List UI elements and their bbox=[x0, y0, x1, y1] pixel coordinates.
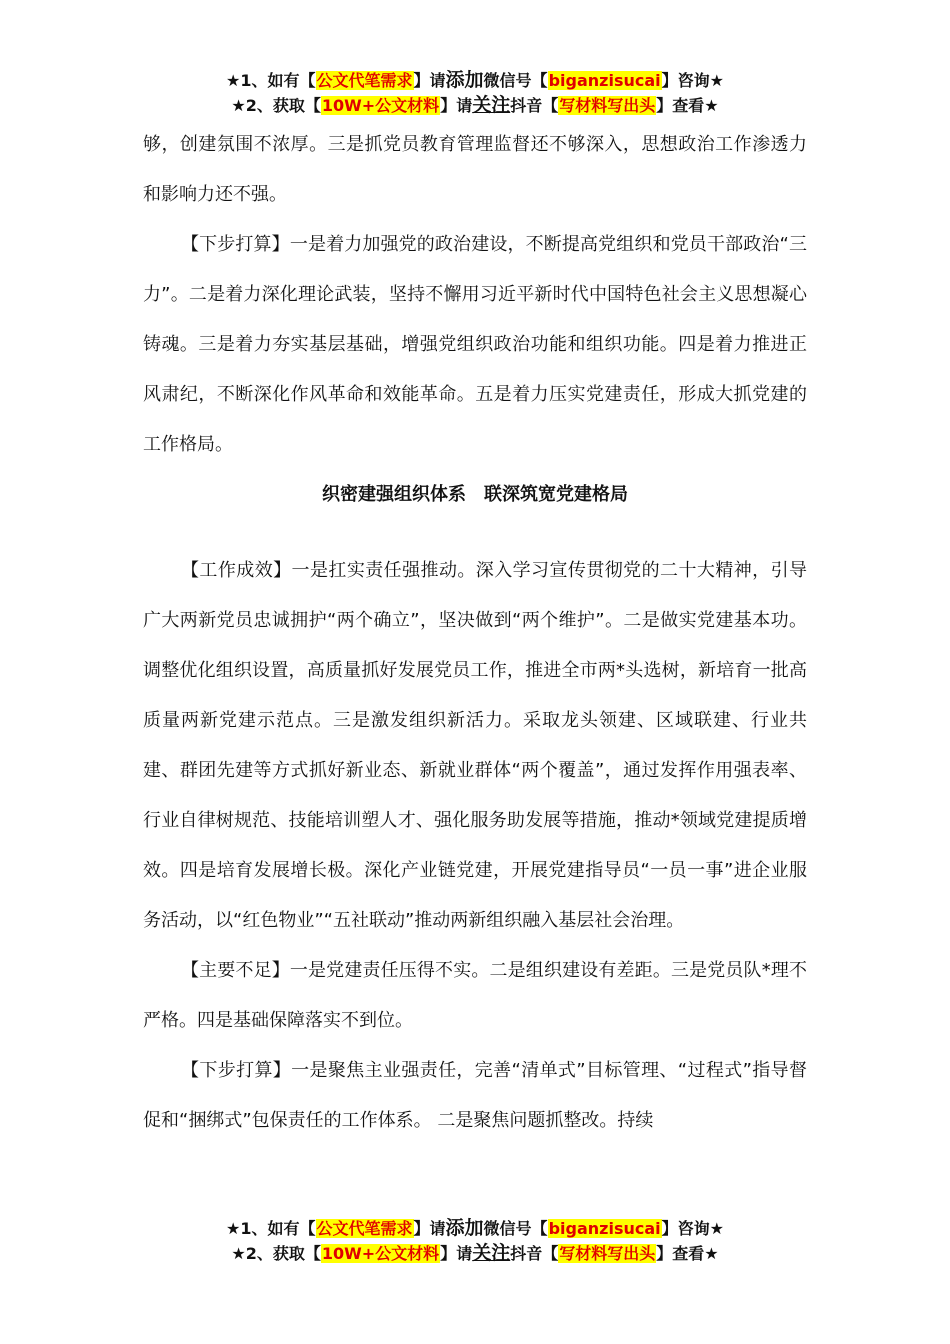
emphasis-text: 关注 bbox=[472, 94, 511, 116]
banner-text: ★1、如有【 bbox=[226, 1219, 316, 1238]
banner-text: ★1、如有【 bbox=[226, 71, 316, 90]
banner-line-1 bbox=[0, 68, 950, 93]
paragraph-next-steps-2: 【下步打算】一是聚焦主业强责任，完善“清单式”目标管理、“过程式”指导督促和“捆绑式”包保责任的工作体系。 二是聚焦问题抓整改。持续 bbox=[143, 1060, 807, 1131]
paragraph-next-steps: 【下步打算】一是着力加强党的政治建设，不断提高党组织和党员干部政治“三力”。二是着力深化理论武装，坚持不懈用习近平新时代中国特色社会主义思想凝心铸魂。三是着力夯实基层基础，增强党组织政治功能和组织功能。四是着力推进正风肃纪，不断深化作风革命和效能革命。五是着力压实党建责任，形成大抓党建的工作格局。 bbox=[143, 234, 807, 455]
douyin-account: 写材料写出头 bbox=[559, 96, 656, 115]
banner-text: 】查看★ bbox=[656, 1244, 719, 1263]
banner-text: ★2、获取【 bbox=[231, 96, 321, 115]
banner-text: 】查看★ bbox=[656, 96, 719, 115]
banner-text: 】咨询★ bbox=[661, 1219, 724, 1238]
banner-text: 抖音【 bbox=[510, 96, 559, 115]
banner-text: 微信号【 bbox=[483, 71, 548, 90]
banner-text: 】请 bbox=[413, 71, 446, 90]
paragraph-shortcomings: 【主要不足】一是党建责任压得不实。二是组织建设有差距。三是党员队*理不严格。四是基础保障落实不到位。 bbox=[143, 960, 807, 1031]
banner-line-1 bbox=[0, 1216, 950, 1241]
paragraph-continuation: 够，创建氛围不浓厚。三是抓党员教育管理监督还不够深入，思想政治工作渗透力和影响力还不强。 bbox=[143, 134, 807, 205]
section-heading: 织密建强组织体系 联深筑宽党建格局 bbox=[322, 484, 628, 505]
banner-text: 】咨询★ bbox=[661, 71, 724, 90]
banner-text: ★2、获取【 bbox=[231, 1244, 321, 1263]
emphasis-text: 添加 bbox=[445, 1217, 484, 1239]
document-body bbox=[143, 120, 807, 1146]
emphasis-text: 关注 bbox=[472, 1242, 511, 1264]
paragraph-achievements: 【工作成效】一是扛实责任强推动。深入学习宣传贯彻党的二十大精神，引导广大两新党员忠诚拥护“两个确立”，坚决做到“两个维护”。二是做实党建基本功。调整优化组织设置，高质量抓好发展党员工作，推进全市两*头选树，新培育一批高质量两新党建示范点。三是激发组织新活力。采取龙头领建、区域联建、行业共建、群团先建等方式抓好新业态、新就业群体“两个覆盖”，通过发挥作用强表率、行业自律树规范、技能培训塑人才、强化服务助发展等措施，推动*领域党建提质增效。四是培育发展增长极。深化产业链党建，开展党建指导员“一员一事”进企业服务活动，以“红色物业”“五社联动”推动两新组织融入基层社会治理。 bbox=[143, 560, 807, 931]
banner-text: 微信号【 bbox=[483, 1219, 548, 1238]
highlight-text: 10W+公文材料 bbox=[321, 96, 440, 115]
wechat-id: biganzisucai bbox=[548, 1219, 661, 1238]
highlight-text: 公文代笔需求 bbox=[316, 1219, 413, 1238]
header-banner bbox=[0, 68, 950, 118]
banner-line-2 bbox=[0, 1241, 950, 1266]
banner-text: 】请 bbox=[440, 1244, 473, 1263]
emphasis-text: 添加 bbox=[445, 69, 484, 91]
banner-text: 】请 bbox=[440, 96, 473, 115]
banner-text: 抖音【 bbox=[510, 1244, 559, 1263]
banner-text: 】请 bbox=[413, 1219, 446, 1238]
banner-line-2 bbox=[0, 93, 950, 118]
highlight-text: 公文代笔需求 bbox=[316, 71, 413, 90]
footer-banner bbox=[0, 1216, 950, 1266]
highlight-text: 10W+公文材料 bbox=[321, 1244, 440, 1263]
wechat-id: biganzisucai bbox=[548, 71, 661, 90]
douyin-account: 写材料写出头 bbox=[559, 1244, 656, 1263]
